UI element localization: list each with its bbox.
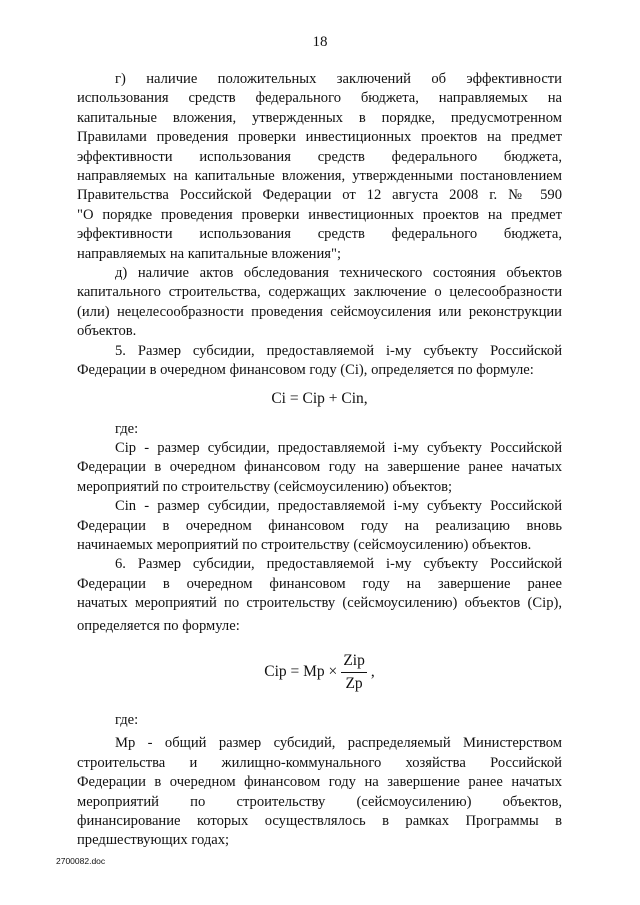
text-line: финансирование которых осуществлялось в рамках Программы в <box>77 813 562 829</box>
text-line: Федерации в очередном финансовом году (Ci), определяется по формуле: <box>77 362 534 379</box>
formula-cip <box>77 652 562 693</box>
where-label: где: <box>115 420 139 437</box>
text-line: строительства и жилищно-коммунального хозяйства Российской <box>77 754 562 771</box>
fraction-denominator: Zp <box>345 674 363 692</box>
paragraph-g <box>77 70 562 264</box>
text-line: 6. Размер субсидии, предоставляемой i-му субъекту Российской <box>115 556 562 573</box>
text-line: г) наличие положительных заключений об эффективности <box>115 71 562 87</box>
text-line: начатых мероприятий по строительству (сейсмоусилению) объектов (Cip), <box>77 595 562 612</box>
text-line: (или) нецелесообразности проведения сейсмоусиления или реконструкции <box>77 303 562 320</box>
definition-cip <box>77 439 562 497</box>
text-line: Mp - общий размер субсидий, распределяемый Министерством <box>115 735 562 752</box>
text-line: объектов. <box>77 323 137 340</box>
text-line: эффективности использования средств федерального бюджета, <box>77 226 562 243</box>
text-line: Правилами проведения проверки инвестиционных проектов на предмет <box>77 129 562 146</box>
text-line: Федерации в очередном финансовом году на реализацию вновь <box>77 517 562 534</box>
text-line: использования средств федерального бюджета, направляемых на <box>77 90 562 107</box>
formula-lhs: Cip = Mp × <box>264 663 338 681</box>
text-line: предшествующих годах; <box>77 832 230 849</box>
text-line: направляемых на капитальные вложения, утвержденными постановлением <box>77 168 562 185</box>
formula-fraction <box>341 652 367 693</box>
definition-cin <box>77 497 562 555</box>
text-line: мероприятий по строительству (сейсмоусилению) объектов, <box>77 793 562 810</box>
paragraph-5 <box>77 342 562 381</box>
where-label: где: <box>115 711 139 728</box>
text-line: направляемых на капитальные вложения"; <box>77 245 342 262</box>
formula-tail: , <box>370 663 375 681</box>
page-number: 18 <box>312 34 328 50</box>
text-line: 5. Размер субсидии, предоставляемой i-му субъекту Российской <box>115 342 562 359</box>
text-line: Cip - размер субсидии, предоставляемой i-му субъекту Российской <box>115 439 562 456</box>
text-line: Правительства Российской Федерации от 12 августа 2008 г. № 590 <box>77 187 562 204</box>
text-line: капитальные вложения, утвержденных в порядке, предусмотренном <box>77 109 562 126</box>
file-name-footer: 2700082.doc <box>56 856 106 866</box>
text-line: д) наличие актов обследования технического состояния объектов <box>115 265 562 282</box>
text-line: Федерации в очередном финансовом году на завершение ранее начатых <box>77 774 562 791</box>
text-line: Cin - размер субсидии, предоставляемой i-му субъекту Российской <box>115 498 562 515</box>
text-line: Федерации в очередном финансовом году на завершение ранее <box>77 575 562 592</box>
document-body <box>77 70 562 851</box>
paragraph-d <box>77 264 562 342</box>
paragraph-6 <box>77 555 562 636</box>
text-line: определяется по формуле: <box>77 617 240 634</box>
text-line: капитального строительства, содержащих заключение о целесообразности <box>77 284 562 301</box>
text-line: Федерации в очередном финансовом году на завершение ранее начатых <box>77 459 562 476</box>
text-line: мероприятий по строительству (сейсмоусилению) объектов; <box>77 478 453 495</box>
text-line: "О порядке проведения проверки инвестиционных проектов на предмет <box>77 206 562 223</box>
text-line: эффективности использования средств федерального бюджета, <box>77 148 562 165</box>
definition-mp <box>77 734 562 850</box>
formula-ci: Ci = Cip + Cin, <box>271 389 368 407</box>
fraction-numerator: Zip <box>341 652 367 673</box>
text-line: начинаемых мероприятий по строительству (сейсмоусилению) объектов. <box>77 536 532 553</box>
